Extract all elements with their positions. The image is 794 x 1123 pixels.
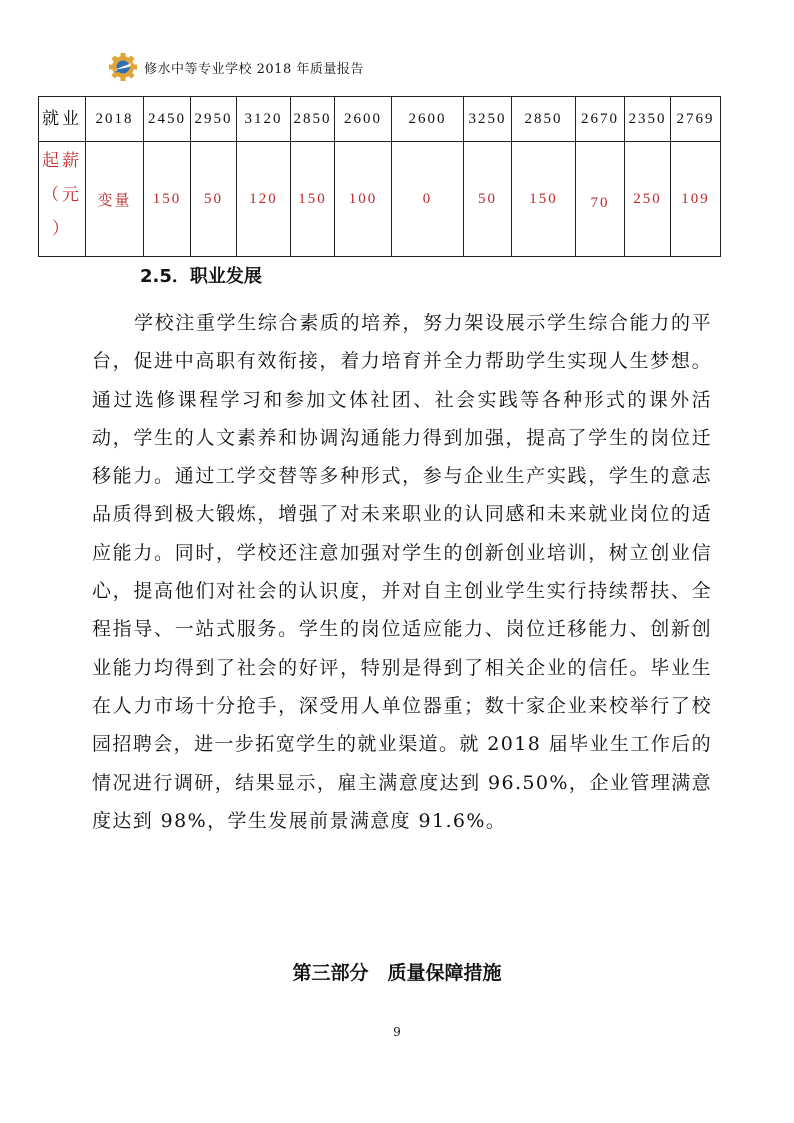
table-cell: 50 — [191, 142, 237, 257]
table-cell: 2670 — [576, 97, 625, 142]
table-cell: 2018 — [86, 97, 144, 142]
table-cell: 250 — [625, 142, 671, 257]
table-cell: 2600 — [335, 97, 392, 142]
table-cell: 2600 — [392, 97, 464, 142]
row-label-line: 起薪 — [42, 151, 82, 170]
row-label-line: ） — [52, 219, 72, 238]
table-row — [39, 142, 721, 257]
page-header — [108, 50, 364, 84]
table-cell: 2350 — [625, 97, 671, 142]
table-cell: 2850 — [512, 97, 576, 142]
table-cell: 109 — [671, 142, 721, 257]
body-paragraph: 学校注重学生综合素质的培养，努力架设展示学生综合能力的平台，促进中高职有效衔接，着力培育并全力帮助学生实现人生梦想。通过选修课程学习和参加文体社团、社会实践等各种形式的课外活动，学生的人文素养和协调沟通能力得到加强，提高了学生的岗位迁移能力。通过工学交替等多种形式，参与企业生产实践，学生的意志品质得到极大锻炼，增强了对未来职业的认同感和未来就业岗位的适应能力。同时，学校还注意加强对学生的创新创业培训，树立创业信心，提高他们对社会的认识度，并对自主创业学生实行持续帮扶、全程指导、一站式服务。学生的岗位适应能力、岗位迁移能力、创新创业能力均得到了社会的好评，特别是得到了相关企业的信任。毕业生在人力市场十分抢手，深受用人单位器重；数十家企业来校举行了校园招聘会，进一步拓宽学生的就业渠道。就 2018 届毕业生工作后的情况进行调研，结果显示，雇主满意度达到 96.50%，企业管理满意度达到 98%，学生发展前景满意度 91.6%。 — [92, 312, 712, 832]
part-heading: 第三部分 质量保障措施 — [292, 962, 502, 984]
row-label-line: （元 — [42, 185, 82, 204]
table-cell: 2450 — [144, 97, 191, 142]
table-cell: 0 — [392, 142, 464, 257]
table-cell: 70 — [576, 142, 625, 257]
table-cell: 2769 — [671, 97, 721, 142]
header-title: 修水中等专业学校 2018 年质量报告 — [144, 61, 364, 77]
table-cell: 150 — [512, 142, 576, 257]
table-cell: 50 — [464, 142, 512, 257]
table-cell: 150 — [291, 142, 335, 257]
table-cell: 150 — [144, 142, 191, 257]
table-cell: 变量 — [86, 142, 144, 257]
salary-table — [38, 96, 721, 257]
page-number: 9 — [393, 1025, 401, 1039]
table-cell: 2950 — [191, 97, 237, 142]
table-cell: 100 — [335, 142, 392, 257]
table-cell: 3250 — [464, 97, 512, 142]
table-row — [39, 97, 721, 142]
table-cell: 2850 — [291, 97, 335, 142]
table-cell: 3120 — [237, 97, 291, 142]
row-label-starting-salary — [39, 142, 86, 257]
row-label-employment: 就业 — [39, 97, 86, 142]
section-heading: 2.5．职业发展 — [140, 266, 262, 287]
school-logo-icon — [108, 52, 138, 82]
table-cell: 120 — [237, 142, 291, 257]
